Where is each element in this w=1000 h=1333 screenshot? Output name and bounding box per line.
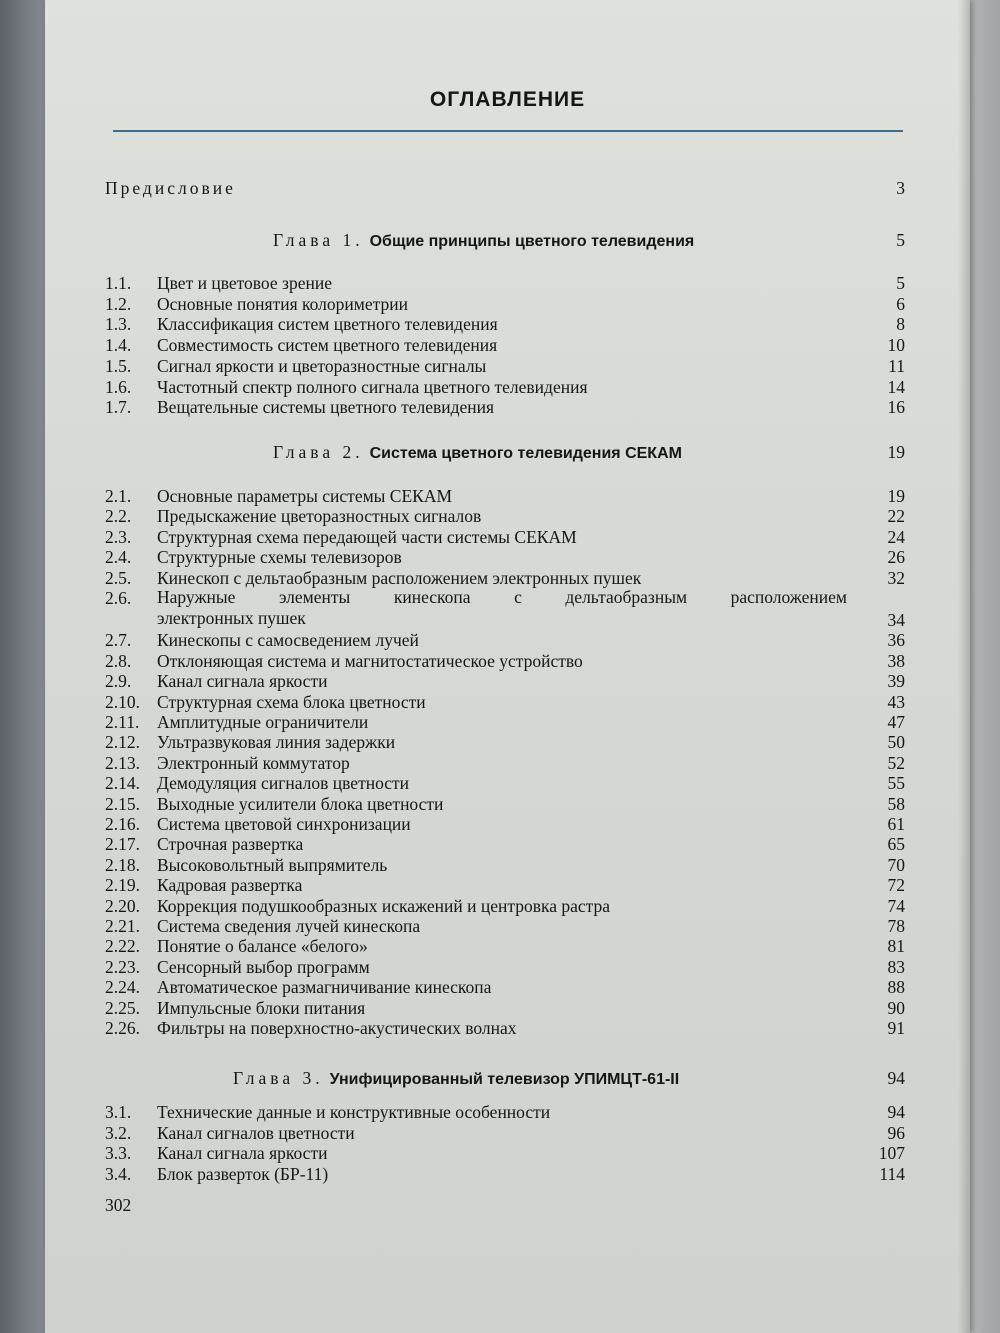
section-number: 2.9.	[105, 671, 132, 692]
toc-entry	[105, 526, 905, 548]
section-number: 2.21.	[105, 915, 140, 936]
section-page: 36	[887, 630, 905, 651]
toc-entry	[105, 752, 905, 774]
toc-entry	[105, 833, 905, 855]
section-page: 96	[887, 1122, 905, 1143]
section-page: 70	[887, 854, 905, 875]
chapter-heading	[105, 230, 905, 254]
toc-entry	[105, 874, 905, 896]
section-number: 2.22.	[105, 936, 140, 957]
section-number: 2.12.	[105, 732, 140, 753]
section-title: Структурные схемы телевизоров	[157, 547, 402, 568]
section-number: 2.11.	[105, 711, 140, 732]
toc-entry	[105, 1122, 905, 1144]
section-number: 2.6.	[105, 588, 132, 608]
section-page: 107	[878, 1143, 905, 1164]
chapter-page: 19	[887, 442, 905, 462]
section-page: 43	[887, 691, 905, 712]
section-number: 2.13.	[105, 752, 140, 773]
section-title: Структурная схема блока цветности	[157, 691, 426, 712]
section-page: 55	[887, 773, 905, 794]
section-page: 74	[887, 895, 905, 916]
section-title: Цвет и цветовое зрение	[157, 273, 332, 293]
section-title: Высоковольтный выпрямитель	[157, 854, 388, 875]
section-page: 91	[887, 1017, 905, 1038]
toc-entry	[105, 1142, 905, 1164]
section-title: Электронный коммутатор	[157, 752, 350, 773]
section-title: Частотный спектр полного сигнала цветного телевидения	[157, 376, 588, 397]
section-title: Технические данные и конструктивные особенности	[157, 1102, 551, 1122]
section-number: 2.16.	[105, 813, 140, 834]
section-title: Фильтры на поверхностно-акустических волнах	[157, 1017, 517, 1038]
toc-entry	[105, 293, 905, 315]
toc-entry	[105, 334, 905, 356]
chapter-title: Общие принципы цветного телевидения	[369, 233, 695, 250]
preface-page: 3	[896, 178, 905, 198]
section-page: 52	[887, 752, 905, 773]
section-title: Ультразвуковая линия задержки	[157, 732, 396, 753]
preface-row	[105, 178, 905, 200]
section-page: 81	[887, 936, 905, 957]
section-page: 14	[887, 376, 905, 397]
section-page: 78	[887, 915, 905, 936]
section-title: Система цветовой синхронизации	[157, 813, 411, 834]
page-number: 302	[105, 1195, 132, 1215]
toc-entry	[105, 376, 905, 398]
section-page: 88	[887, 977, 905, 998]
chapter-head	[233, 1068, 679, 1089]
section-number: 2.23.	[105, 956, 140, 977]
section-page: 114	[879, 1163, 905, 1184]
toc-entry	[105, 813, 905, 835]
section-number: 2.7.	[105, 630, 132, 651]
book-page	[45, 0, 970, 1333]
section-title: Структурная схема передающей части системы СЕКАМ	[157, 526, 577, 547]
toc-entry	[105, 587, 905, 631]
chapter-page: 94	[887, 1068, 905, 1088]
toc-entry	[105, 567, 905, 589]
chapter-title: Система цветного телевидения СЕКАМ	[369, 445, 682, 462]
section-number: 2.26.	[105, 1017, 140, 1038]
section-number: 2.10.	[105, 691, 140, 712]
section-number: 2.15.	[105, 793, 140, 814]
section-number: 3.3.	[105, 1143, 132, 1164]
section-page: 6	[896, 293, 905, 314]
section-page: 58	[887, 793, 905, 814]
toc-entry	[105, 915, 905, 937]
section-page: 61	[887, 813, 905, 834]
toc-entry	[105, 731, 905, 753]
section-title: Кадровая развертка	[157, 875, 303, 896]
page-edge-shadow	[958, 0, 970, 1333]
section-title: Канал сигнала яркости	[157, 671, 328, 692]
chapter-label: Глава 1.	[273, 230, 364, 250]
preface-label: Предисловие	[105, 178, 236, 198]
section-page: 10	[887, 335, 905, 356]
toc-entry	[105, 485, 905, 507]
toc-entry	[105, 935, 905, 957]
section-page: 50	[887, 732, 905, 753]
chapter-heading	[105, 1068, 905, 1092]
section-page: 11	[888, 355, 905, 376]
section-title: Коррекция подушкообразных искажений и центровка растра	[157, 895, 611, 916]
background-left	[0, 0, 50, 1333]
section-number: 2.5.	[105, 567, 132, 588]
toc-entry	[105, 1017, 905, 1039]
section-title	[157, 587, 847, 629]
section-title: Блок разверток (БР-11)	[157, 1163, 329, 1184]
section-number: 1.7.	[105, 397, 132, 418]
section-title: Импульсные блоки питания	[157, 997, 366, 1018]
toc-entry	[105, 396, 905, 418]
section-number: 2.1.	[105, 486, 132, 506]
section-page: 38	[887, 650, 905, 671]
toc-entry	[105, 546, 905, 568]
section-page: 32	[887, 567, 905, 588]
section-number: 1.5.	[105, 355, 132, 376]
toc-entry	[105, 272, 905, 294]
chapter-label: Глава 2.	[273, 442, 364, 462]
section-page: 39	[887, 671, 905, 692]
section-title: Вещательные системы цветного телевидения	[157, 397, 495, 418]
section-title: Канал сигнала яркости	[157, 1143, 328, 1164]
section-number: 2.3.	[105, 526, 132, 547]
section-title: Кинескоп с дельтаобразным расположением электронных пушек	[157, 567, 642, 588]
section-number: 2.4.	[105, 547, 132, 568]
section-title: Система сведения лучей кинескопа	[157, 915, 421, 936]
toc-entry	[105, 895, 905, 917]
section-title: Демодуляция сигналов цветности	[157, 773, 410, 794]
section-page: 47	[887, 711, 905, 732]
section-title: Совместимость систем цветного телевидения	[157, 335, 498, 356]
chapter-label: Глава 3.	[233, 1068, 324, 1088]
section-number: 2.19.	[105, 875, 140, 896]
section-title: Понятие о балансе «белого»	[157, 936, 368, 957]
section-page: 19	[887, 486, 905, 506]
toc-entry	[105, 976, 905, 998]
section-number: 3.2.	[105, 1122, 132, 1143]
section-number: 2.2.	[105, 506, 132, 527]
chapter-title: Унифицированный телевизор УПИМЦТ-61-II	[329, 1071, 680, 1088]
section-title-line1: Наружные элементы кинескопа с дельтаобразным расположением	[157, 587, 847, 607]
toc-entry	[105, 997, 905, 1019]
section-number: 1.6.	[105, 376, 132, 397]
section-title: Автоматическое размагничивание кинескопа	[157, 977, 492, 998]
chapter-heading	[105, 442, 905, 466]
section-page: 5	[896, 273, 905, 293]
chapter-page: 5	[896, 230, 905, 250]
section-page: 24	[887, 526, 905, 547]
section-number: 3.1.	[105, 1102, 132, 1122]
page-title: ОГЛАВЛЕНИЕ	[429, 88, 586, 111]
toc-entry	[105, 691, 905, 713]
toc-entry	[105, 854, 905, 876]
section-title: Кинескопы с самосведением лучей	[157, 630, 419, 651]
section-number: 2.24.	[105, 977, 140, 998]
toc-entry	[105, 505, 905, 527]
chapter-head	[273, 442, 682, 463]
section-page: 16	[887, 397, 905, 418]
section-page: 90	[887, 997, 905, 1018]
section-page: 83	[887, 956, 905, 977]
section-page: 94	[887, 1102, 905, 1122]
section-title: Строчная развертка	[157, 834, 304, 855]
section-title: Канал сигналов цветности	[157, 1122, 355, 1143]
section-number: 1.2.	[105, 293, 132, 314]
toc-entry	[105, 711, 905, 733]
section-title: Классификация систем цветного телевидения	[157, 314, 498, 335]
section-page: 65	[887, 834, 905, 855]
toc-entry	[105, 956, 905, 978]
section-page: 8	[896, 314, 905, 335]
section-page: 34	[887, 610, 905, 630]
section-title: Отклоняющая система и магнитостатическое устройство	[157, 650, 583, 671]
section-number: 2.20.	[105, 895, 140, 916]
toc-entry	[105, 670, 905, 692]
section-title: Основные параметры системы СЕКАМ	[157, 486, 453, 506]
section-number: 2.8.	[105, 650, 132, 671]
toc-entry	[105, 1101, 905, 1123]
section-title: Амплитудные ограничители	[157, 711, 369, 732]
section-page: 26	[887, 547, 905, 568]
section-title: Выходные усилители блока цветности	[157, 793, 444, 814]
toc-entry	[105, 629, 905, 651]
section-number: 1.4.	[105, 335, 132, 356]
chapter-head	[273, 230, 694, 251]
toc-entry	[105, 313, 905, 335]
section-number: 1.1.	[105, 273, 132, 293]
section-number: 2.25.	[105, 997, 140, 1018]
section-title: Сенсорный выбор программ	[157, 956, 370, 977]
title-rule	[113, 130, 903, 132]
section-title: Сигнал яркости и цветоразностные сигналы	[157, 355, 487, 376]
toc-entry	[105, 772, 905, 794]
toc-entry	[105, 793, 905, 815]
section-number: 2.14.	[105, 773, 140, 794]
section-number: 3.4.	[105, 1163, 132, 1184]
toc-entry	[105, 1163, 905, 1185]
section-page: 72	[887, 875, 905, 896]
toc-entry	[105, 650, 905, 672]
section-number: 1.3.	[105, 314, 132, 335]
section-title: Основные понятия колориметрии	[157, 293, 408, 314]
section-title: Предыскажение цветоразностных сигналов	[157, 506, 482, 527]
section-number: 2.18.	[105, 854, 140, 875]
section-page: 22	[887, 506, 905, 527]
section-title-line2: электронных пушек	[157, 608, 306, 628]
toc-entry	[105, 355, 905, 377]
section-number: 2.17.	[105, 834, 140, 855]
